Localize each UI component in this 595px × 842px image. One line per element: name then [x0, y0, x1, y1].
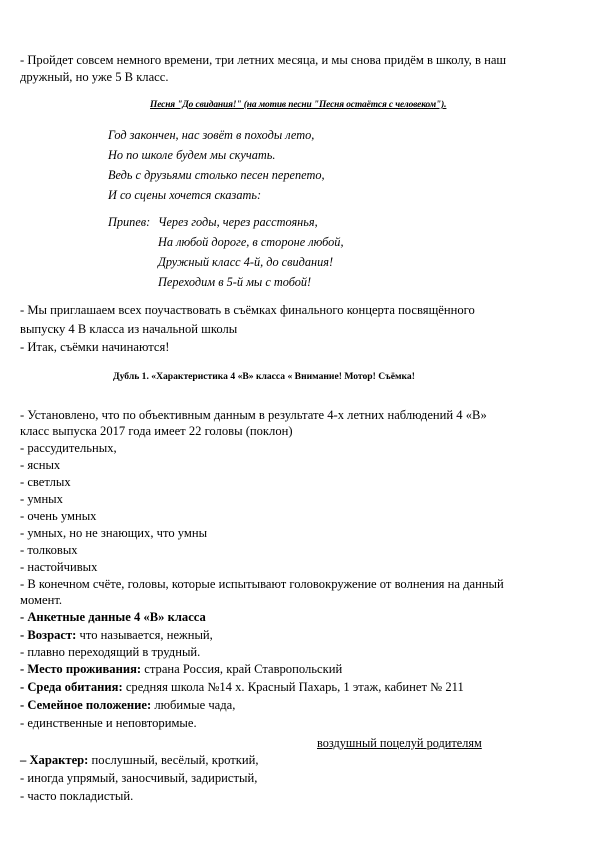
chorus-label: Припев: [108, 215, 151, 229]
chorus-line: Дружный класс 4-й, до свидания! [158, 255, 334, 269]
list-item: - толковых [20, 543, 78, 557]
list-item: - умных, но не знающих, что умны [20, 526, 208, 540]
family-value: любимые чада, [151, 698, 236, 712]
profile-habitat [20, 679, 464, 696]
song-verse [108, 125, 325, 205]
song-title: Песня "До свидания!" (на мотив песни "Песня остаётся с человеком"). [150, 100, 447, 110]
invite-line-1: - Мы приглашаем всех поучаствовать в съёмках финального концерта посвящённого [20, 303, 475, 317]
profile-family [20, 697, 235, 714]
habitat-value: средняя школа №14 х. Красный Пахарь, 1 этаж, кабинет № 211 [122, 680, 464, 694]
verse-line: Но по школе будем мы скучать. [108, 148, 276, 162]
invite-line-2: выпуску 4 В класса из начальной школы [20, 322, 238, 336]
dizzy-line-2: момент. [20, 593, 63, 607]
list-item: - настойчивых [20, 560, 98, 574]
verse-line: Ведь с друзьями столько песен перепето, [108, 168, 325, 182]
residence-label: - Место проживания: [20, 662, 142, 676]
dizzy-line-1: - В конечном счёте, головы, которые испытывают головокружение от волнения на данный [20, 577, 504, 591]
chorus-line: Переходим в 5-й мы с тобой! [158, 275, 312, 289]
verse-line: Год закончен, нас зовёт в походы лето, [108, 128, 315, 142]
intro-line-1: - Пройдет совсем немного времени, три летних месяца, и мы снова придём в школу, в наш [20, 53, 507, 67]
profile-residence [20, 661, 342, 678]
character-label: – Характер: [20, 753, 89, 767]
character-value: послушный, весёлый, кроткий, [88, 753, 259, 767]
profile-heading: - Анкетные данные 4 «В» класса [20, 610, 206, 624]
chorus-line: На любой дороге, в стороне любой, [158, 235, 344, 249]
list-item: - очень умных [20, 509, 97, 523]
invite-line-3: - Итак, съёмки начинаются! [20, 340, 170, 354]
habitat-label: - Среда обитания: [20, 680, 123, 694]
profile-family-cont: - единственные и неповторимые. [20, 716, 197, 730]
list-item: - рассудительных, [20, 441, 117, 455]
age-label: - Возраст: [20, 628, 77, 642]
take-title: Дубль 1. «Характеристика 4 «В» класса « Внимание! Мотор! Съёмка! [113, 371, 415, 382]
profile-character-cont-2: - часто покладистый. [20, 789, 134, 803]
stats-line-2: класс выпуска 2017 года имеет 22 головы (поклон) [20, 424, 293, 438]
profile-character [20, 752, 259, 769]
age-value: что называется, нежный, [76, 628, 213, 642]
profile-character-cont-1: - иногда упрямый, заносчивый, задиристый, [20, 771, 258, 785]
list-item: - ясных [20, 458, 61, 472]
stats-line-1: - Установлено, что по объективным данным в результате 4-х летних наблюдений 4 «В» [20, 408, 487, 422]
intro-line-2: дружный, но уже 5 В класс. [20, 70, 169, 84]
kiss-note: воздушный поцелуй родителям [317, 736, 482, 750]
verse-line: И со сцены хочется сказать: [108, 188, 262, 202]
profile-age [20, 627, 213, 644]
residence-value: страна Россия, край Ставропольский [141, 662, 343, 676]
profile-age-cont: - плавно переходящий в трудный. [20, 645, 201, 659]
family-label: - Семейное положение: [20, 698, 152, 712]
list-item: - светлых [20, 475, 71, 489]
chorus-line: Через годы, через расстоянья, [158, 215, 318, 229]
song-chorus [108, 212, 344, 292]
list-item: - умных [20, 492, 63, 506]
